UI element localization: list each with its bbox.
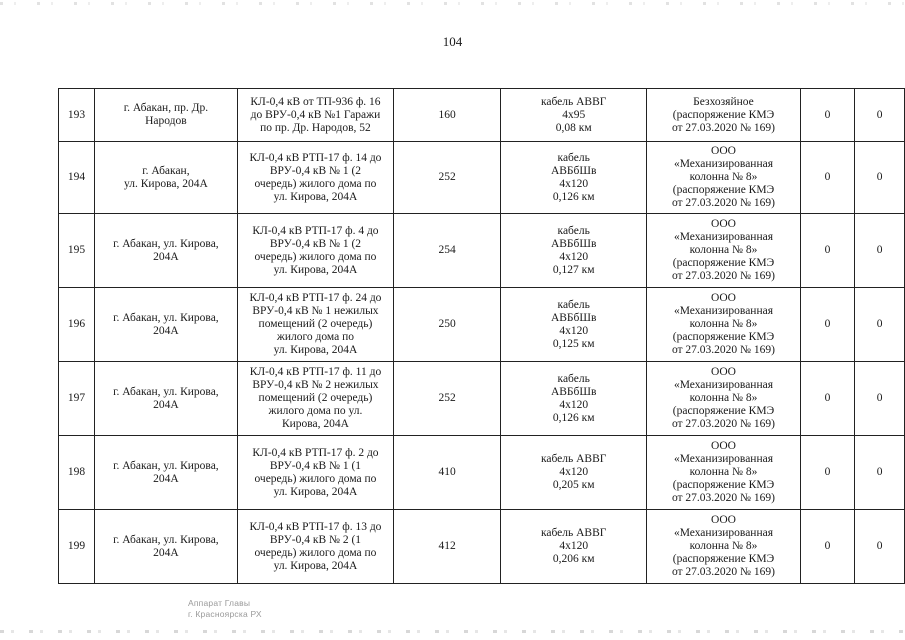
length-cell: 410 bbox=[393, 436, 500, 510]
cell-line: ООО bbox=[711, 292, 736, 304]
address-cell bbox=[94, 89, 237, 142]
cell-line: ул. Кирова, 204А bbox=[273, 485, 358, 498]
cell-line: ул. Кирова, 204А bbox=[273, 263, 358, 276]
cable-cell bbox=[501, 362, 647, 436]
cell-line: помещений (2 очередь) bbox=[258, 392, 373, 404]
cell-line: (распоряжение КМЭ bbox=[672, 479, 775, 491]
row-number-cell: 193 bbox=[59, 89, 95, 142]
cell-line: кабель АВВГ bbox=[540, 453, 607, 465]
value-cell-1: 0 bbox=[800, 436, 855, 510]
cell-line: ООО bbox=[711, 218, 736, 230]
cell-line: колонна № 8» bbox=[689, 244, 758, 256]
cell-line: (распоряжение КМЭ bbox=[672, 108, 775, 121]
cell-line: г. Абакан, ул. Кирова, bbox=[113, 459, 219, 472]
stamp-line: г. Красноярска РХ bbox=[188, 609, 262, 619]
cell-line: АВБбШв bbox=[550, 385, 597, 398]
value-cell-1: 0 bbox=[800, 214, 855, 288]
cell-line: от 27.03.2020 № 169) bbox=[671, 344, 775, 356]
cell-line: Безхозяйное bbox=[693, 95, 754, 108]
cell-line: 204А bbox=[153, 324, 179, 337]
cell-line: 4х120 bbox=[559, 398, 589, 411]
cell-line: «Механизированная bbox=[673, 305, 774, 317]
row-number-cell: 194 bbox=[59, 142, 95, 214]
cell-line: 0,127 км bbox=[552, 263, 595, 276]
cell-line: АВБбШв bbox=[550, 311, 597, 324]
cell-line: колонна № 8» bbox=[689, 171, 758, 183]
cable-cell bbox=[501, 89, 647, 142]
cell-line: «Механизированная bbox=[673, 527, 774, 539]
cell-line: кабель bbox=[557, 298, 590, 311]
cell-line: жилого дома по bbox=[276, 331, 354, 343]
cell-line: до ВРУ-0,4 кВ №1 Гаражи bbox=[250, 108, 381, 121]
cell-line: ООО bbox=[711, 145, 736, 157]
length-cell: 160 bbox=[393, 89, 500, 142]
cell-line: (распоряжение КМЭ bbox=[672, 405, 775, 417]
page-number: 104 bbox=[442, 34, 463, 49]
address-cell bbox=[94, 362, 237, 436]
owner-cell bbox=[647, 436, 801, 510]
row-number-cell: 195 bbox=[59, 214, 95, 288]
cell-line: кабель bbox=[557, 224, 590, 237]
cell-line: кабель bbox=[557, 372, 590, 385]
cell-line: 4х120 bbox=[559, 324, 589, 337]
cell-line: 4х120 bbox=[559, 177, 589, 190]
cell-line: Кирова, 204А bbox=[281, 418, 349, 430]
owner-cell bbox=[647, 214, 801, 288]
cell-line: от 27.03.2020 № 169) bbox=[671, 270, 775, 282]
length-cell: 252 bbox=[393, 362, 500, 436]
stamp-line: Аппарат Главы bbox=[188, 598, 251, 608]
table-row bbox=[59, 142, 905, 214]
cell-line: колонна № 8» bbox=[689, 466, 758, 478]
cell-line: ООО bbox=[711, 514, 736, 526]
length-cell: 250 bbox=[393, 288, 500, 362]
cell-line: КЛ-0,4 кВ РТП-17 ф. 13 до bbox=[249, 520, 382, 533]
line-description-cell bbox=[237, 142, 393, 214]
cell-line: КЛ-0,4 кВ РТП-17 ф. 14 до bbox=[249, 151, 382, 164]
archive-stamp bbox=[188, 598, 262, 620]
cell-line: 0,126 км bbox=[552, 411, 595, 424]
length-cell: 412 bbox=[393, 510, 500, 584]
address-cell bbox=[94, 510, 237, 584]
value-cell-2: 0 bbox=[855, 362, 905, 436]
line-description-cell bbox=[237, 89, 393, 142]
owner-cell bbox=[647, 89, 801, 142]
cell-line: 4х120 bbox=[559, 540, 589, 552]
cell-line: очередь) жилого дома по bbox=[254, 546, 377, 559]
line-description-cell bbox=[237, 362, 393, 436]
row-number-cell: 196 bbox=[59, 288, 95, 362]
cell-line: (распоряжение КМЭ bbox=[672, 184, 775, 196]
row-number-cell: 197 bbox=[59, 362, 95, 436]
cell-line: ВРУ-0,4 кВ № 2 нежилых bbox=[252, 379, 379, 391]
cell-line: Народов bbox=[145, 115, 187, 127]
cell-line: АВБбШв bbox=[550, 164, 597, 177]
value-cell-1: 0 bbox=[800, 142, 855, 214]
cell-line: КЛ-0,4 кВ от ТП-936 ф. 16 bbox=[250, 95, 381, 108]
cable-cell bbox=[501, 436, 647, 510]
table-row bbox=[59, 288, 905, 362]
cell-line: жилого дома по ул. bbox=[268, 405, 363, 417]
line-description-cell bbox=[237, 214, 393, 288]
cell-line: помещений (2 очередь) bbox=[258, 318, 373, 330]
table-body bbox=[59, 89, 905, 584]
value-cell-1: 0 bbox=[800, 89, 855, 142]
owner-cell bbox=[647, 362, 801, 436]
cell-line: ВРУ-0,4 кВ № 1 нежилых bbox=[252, 305, 379, 317]
value-cell-2: 0 bbox=[855, 436, 905, 510]
cell-line: колонна № 8» bbox=[689, 318, 758, 330]
cell-line: кабель АВВГ bbox=[540, 527, 607, 539]
cell-line: 204А bbox=[153, 250, 179, 263]
cell-line: «Механизированная bbox=[673, 158, 774, 170]
cell-line: (распоряжение КМЭ bbox=[672, 331, 775, 343]
cell-line: кабель bbox=[557, 151, 590, 164]
cell-line: колонна № 8» bbox=[689, 392, 758, 404]
cell-line: колонна № 8» bbox=[689, 540, 758, 552]
owner-cell bbox=[647, 510, 801, 584]
cell-line: 4х120 bbox=[559, 250, 589, 263]
table-row bbox=[59, 89, 905, 142]
objects-table bbox=[58, 88, 905, 584]
address-cell bbox=[94, 288, 237, 362]
line-description-cell bbox=[237, 288, 393, 362]
cell-line: от 27.03.2020 № 169) bbox=[671, 121, 775, 134]
cell-line: (распоряжение КМЭ bbox=[672, 257, 775, 269]
cell-line: КЛ-0,4 кВ РТП-17 ф. 2 до bbox=[252, 446, 379, 459]
cell-line: «Механизированная bbox=[673, 453, 774, 465]
length-cell: 254 bbox=[393, 214, 500, 288]
scan-bottom-edge bbox=[0, 630, 905, 633]
cell-line: КЛ-0,4 кВ РТП-17 ф. 24 до bbox=[249, 292, 382, 304]
cell-line: 0,125 км bbox=[552, 337, 595, 350]
cell-line: 0,126 км bbox=[552, 190, 595, 203]
cell-line: «Механизированная bbox=[673, 231, 774, 243]
cell-line: ВРУ-0,4 кВ № 1 (1 bbox=[269, 459, 362, 472]
cell-line: 204А bbox=[153, 546, 179, 559]
cell-line: 0,206 км bbox=[552, 553, 595, 565]
length-cell: 252 bbox=[393, 142, 500, 214]
cell-line: очередь) жилого дома по bbox=[254, 177, 377, 190]
value-cell-2: 0 bbox=[855, 89, 905, 142]
cell-line: по пр. Др. Народов, 52 bbox=[260, 121, 371, 134]
cell-line: ООО bbox=[711, 440, 736, 452]
cell-line: кабель АВВГ bbox=[540, 95, 607, 108]
cell-line: ВРУ-0,4 кВ № 1 (2 bbox=[269, 164, 362, 177]
cell-line: г. Абакан, ул. Кирова, bbox=[113, 385, 219, 398]
table-row bbox=[59, 436, 905, 510]
value-cell-2: 0 bbox=[855, 214, 905, 288]
row-number-cell: 199 bbox=[59, 510, 95, 584]
cell-line: ВРУ-0,4 кВ № 2 (1 bbox=[269, 533, 362, 546]
cell-line: (распоряжение КМЭ bbox=[672, 553, 775, 565]
cell-line: 204А bbox=[153, 398, 179, 411]
value-cell-1: 0 bbox=[800, 288, 855, 362]
value-cell-1: 0 bbox=[800, 510, 855, 584]
value-cell-2: 0 bbox=[855, 288, 905, 362]
cell-line: ООО bbox=[711, 366, 736, 378]
cable-cell bbox=[501, 510, 647, 584]
cell-line: ул. Кирова, 204А bbox=[273, 344, 358, 356]
cell-line: «Механизированная bbox=[673, 379, 774, 391]
cell-line: от 27.03.2020 № 169) bbox=[671, 197, 775, 209]
address-cell bbox=[94, 436, 237, 510]
cell-line: г. Абакан, ул. Кирова, bbox=[113, 237, 219, 250]
owner-cell bbox=[647, 288, 801, 362]
cell-line: 4х95 bbox=[562, 108, 586, 121]
cell-line: КЛ-0,4 кВ РТП-17 ф. 4 до bbox=[252, 224, 379, 237]
cell-line: 0,205 км bbox=[552, 479, 595, 491]
address-cell bbox=[94, 142, 237, 214]
cell-line: г. Абакан, ул. Кирова, bbox=[113, 533, 219, 546]
value-cell-2: 0 bbox=[855, 142, 905, 214]
table-row bbox=[59, 214, 905, 288]
cell-line: КЛ-0,4 кВ РТП-17 ф. 11 до bbox=[249, 366, 382, 378]
cell-line: г. Абакан, ул. Кирова, bbox=[113, 311, 219, 324]
table-row bbox=[59, 510, 905, 584]
cell-line: ВРУ-0,4 кВ № 1 (2 bbox=[269, 237, 362, 250]
cell-line: г. Абакан, пр. Др. bbox=[123, 102, 209, 114]
line-description-cell bbox=[237, 436, 393, 510]
cell-line: от 27.03.2020 № 169) bbox=[671, 418, 775, 430]
cell-line: АВБбШв bbox=[550, 237, 597, 250]
cell-line: ул. Кирова, 204А bbox=[273, 559, 358, 572]
value-cell-1: 0 bbox=[800, 362, 855, 436]
cell-line: ул. Кирова, 204А bbox=[124, 177, 208, 190]
cell-line: 204А bbox=[153, 472, 179, 485]
cell-line: 4х120 bbox=[559, 466, 589, 478]
owner-cell bbox=[647, 142, 801, 214]
cell-line: ул. Кирова, 204А bbox=[273, 190, 358, 203]
scan-top-edge bbox=[0, 2, 905, 5]
cell-line: от 27.03.2020 № 169) bbox=[671, 566, 775, 578]
cell-line: от 27.03.2020 № 169) bbox=[671, 492, 775, 504]
table-row bbox=[59, 362, 905, 436]
cable-cell bbox=[501, 214, 647, 288]
line-description-cell bbox=[237, 510, 393, 584]
value-cell-2: 0 bbox=[855, 510, 905, 584]
cell-line: очередь) жилого дома по bbox=[254, 472, 377, 485]
cell-line: очередь) жилого дома по bbox=[254, 250, 377, 263]
cell-line: 0,08 км bbox=[555, 121, 592, 134]
address-cell bbox=[94, 214, 237, 288]
row-number-cell: 198 bbox=[59, 436, 95, 510]
cell-line: г. Абакан, bbox=[142, 164, 190, 177]
cable-cell bbox=[501, 288, 647, 362]
cable-cell bbox=[501, 142, 647, 214]
